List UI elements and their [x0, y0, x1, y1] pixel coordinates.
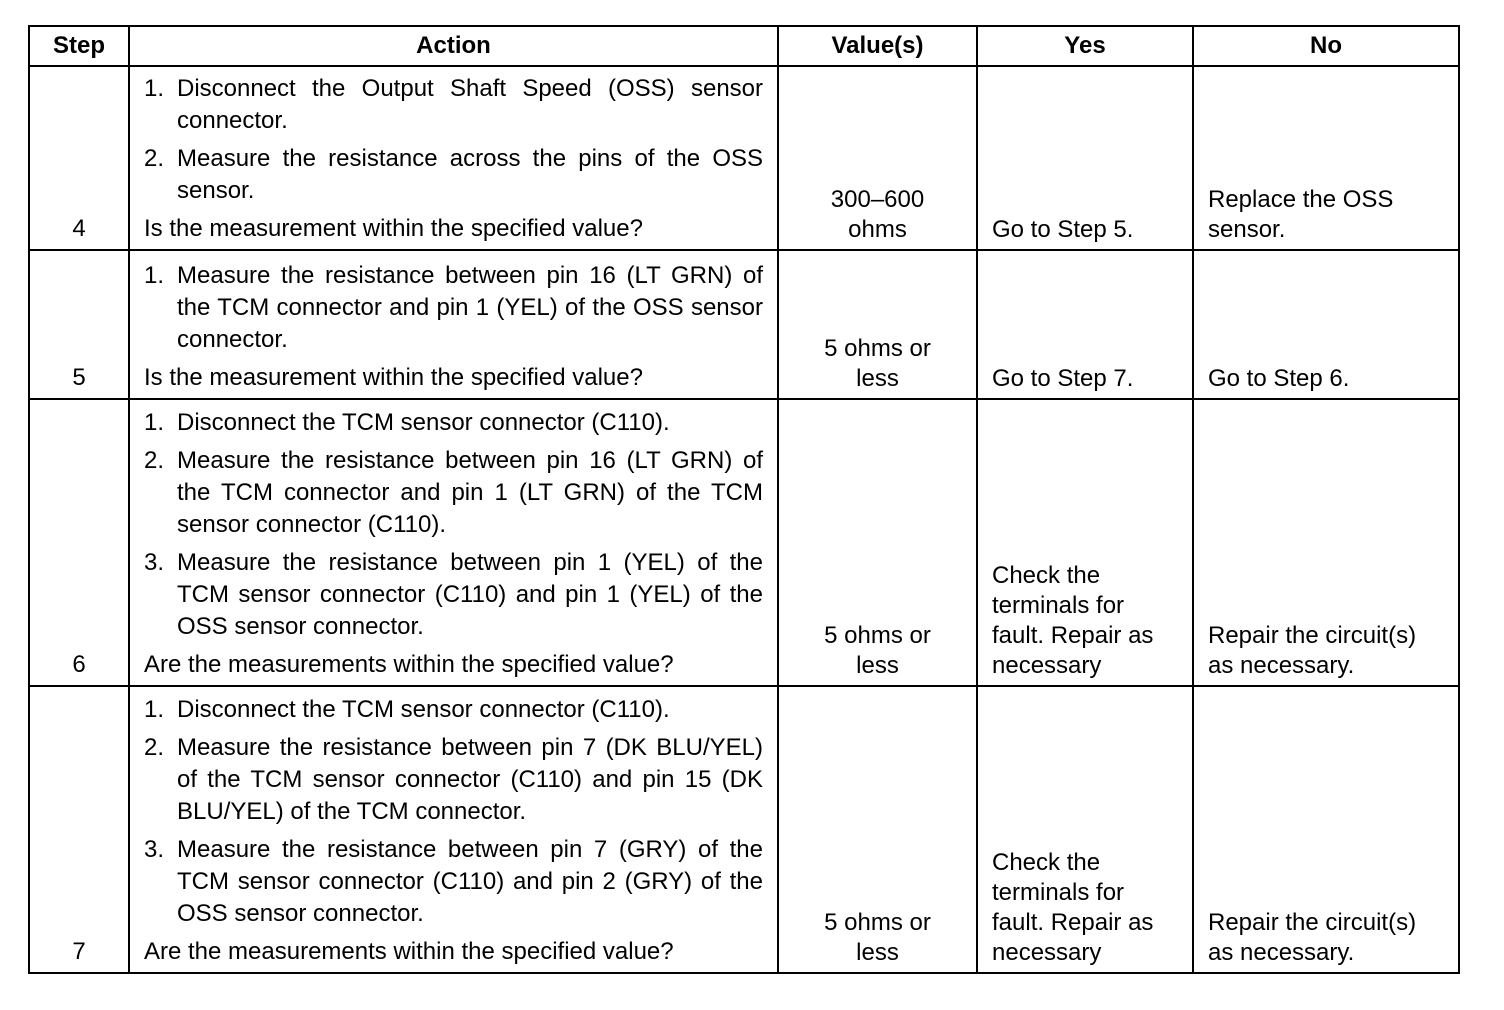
list-item [144, 834, 763, 930]
yes-cell: Check the terminals for fault. Repair as necessary [977, 399, 1193, 686]
no-cell: Repair the circuit(s) as necessary. [1193, 399, 1459, 686]
item-number: 2. [144, 145, 165, 172]
step-number: 7 [29, 686, 129, 973]
item-number: 3. [144, 549, 165, 576]
action-list [144, 694, 763, 930]
list-item [144, 407, 763, 439]
value-line: 5 ohms or [824, 909, 931, 936]
item-number: 1. [144, 75, 165, 102]
header-values: Value(s) [778, 26, 977, 66]
question-text: Is the measurement within the specified value? [144, 364, 643, 391]
item-text: Disconnect the TCM sensor connector (C110). [177, 696, 670, 723]
list-item [144, 143, 763, 207]
action-list [144, 73, 763, 207]
action-cell [129, 686, 778, 973]
question-text: Is the measurement within the specified value? [144, 215, 643, 242]
value-cell [778, 250, 977, 399]
header-action: Action [129, 26, 778, 66]
action-list [144, 407, 763, 643]
table-row [29, 399, 1459, 686]
list-item [144, 260, 763, 356]
step-number: 6 [29, 399, 129, 686]
value-cell [778, 66, 977, 250]
item-number: 2. [144, 734, 165, 761]
step-number: 5 [29, 250, 129, 399]
value-cell [778, 399, 977, 686]
item-text: Measure the resistance between pin 7 (GRY) of the TCM sensor connector (C110) and pin 2 (GRY) of the OSS sensor connector. [177, 836, 763, 927]
value-line: less [856, 652, 899, 679]
item-text: Disconnect the TCM sensor connector (C110). [177, 409, 670, 436]
value-line: 5 ohms or [824, 335, 931, 362]
value-line: 5 ohms or [824, 622, 931, 649]
value-line: less [856, 939, 899, 966]
table-row [29, 250, 1459, 399]
no-cell: Go to Step 6. [1193, 250, 1459, 399]
header-step: Step [29, 26, 129, 66]
question-text: Are the measurements within the specified value? [144, 938, 674, 965]
item-text: Measure the resistance between pin 16 (LT GRN) of the TCM connector and pin 1 (YEL) of the OSS sensor connector. [177, 262, 763, 353]
header-row [29, 26, 1459, 66]
no-cell: Repair the circuit(s) as necessary. [1193, 686, 1459, 973]
step-number: 4 [29, 66, 129, 250]
yes-cell: Go to Step 7. [977, 250, 1193, 399]
table-row [29, 686, 1459, 973]
item-text: Measure the resistance between pin 7 (DK BLU/YEL) of the TCM sensor connector (C110) and pin 15 (DK BLU/YEL) of the TCM connector. [177, 734, 763, 825]
list-item [144, 445, 763, 541]
value-cell [778, 686, 977, 973]
item-number: 2. [144, 447, 165, 474]
value-line: 300–600 [830, 186, 925, 213]
no-cell: Replace the OSS sensor. [1193, 66, 1459, 250]
list-item [144, 73, 763, 137]
yes-cell: Check the terminals for fault. Repair as necessary [977, 686, 1193, 973]
action-cell [129, 66, 778, 250]
item-text: Measure the resistance between pin 1 (YEL) of the TCM sensor connector (C110) and pin 1 (YEL) of the OSS sensor connector. [177, 549, 763, 640]
action-cell [129, 399, 778, 686]
yes-cell: Go to Step 5. [977, 66, 1193, 250]
table-row [29, 66, 1459, 250]
list-item [144, 694, 763, 726]
action-cell [129, 250, 778, 399]
item-number: 1. [144, 696, 165, 723]
item-text: Measure the resistance across the pins of the OSS sensor. [177, 145, 763, 204]
item-number: 1. [144, 262, 165, 289]
list-item [144, 547, 763, 643]
header-no: No [1193, 26, 1459, 66]
list-item [144, 732, 763, 828]
header-yes: Yes [977, 26, 1193, 66]
item-number: 1. [144, 409, 165, 436]
question-text: Are the measurements within the specified value? [144, 651, 674, 678]
item-text: Disconnect the Output Shaft Speed (OSS) sensor connector. [177, 75, 763, 134]
value-line: ohms [848, 216, 907, 243]
action-list [144, 260, 763, 356]
value-line: less [856, 365, 899, 392]
item-text: Measure the resistance between pin 16 (LT GRN) of the TCM connector and pin 1 (LT GRN) of the TCM sensor connector (C110). [177, 447, 763, 538]
item-number: 3. [144, 836, 165, 863]
diagnostic-table [28, 25, 1460, 974]
